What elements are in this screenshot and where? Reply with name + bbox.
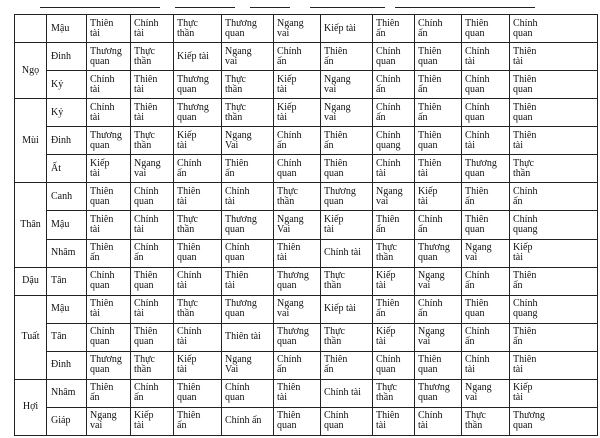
table-body [15, 15, 598, 436]
value-cell: Thiên ấn [373, 295, 415, 323]
stem-cell: Nhâm [47, 379, 87, 407]
value-cell: Thương quan [510, 407, 598, 435]
value-cell: Chính ấn [373, 99, 415, 127]
value-cell: Thiên ấn [222, 155, 274, 183]
value-cell: Chính tài [87, 99, 131, 127]
value-cell: Thương quan [174, 99, 222, 127]
value-cell: Chính tài [131, 295, 174, 323]
value-cell: Thực thần [510, 155, 598, 183]
value-cell: Thương quan [222, 295, 274, 323]
value-cell: Chính ấn [274, 43, 321, 71]
value-cell: Thương quan [87, 351, 131, 379]
value-cell: Thiên tài [373, 407, 415, 435]
value-cell: Thiên tài [510, 127, 598, 155]
value-cell: Chính quan [510, 15, 598, 43]
value-cell: Chính tài [87, 71, 131, 99]
value-cell: Chính tài [462, 43, 510, 71]
value-cell: Thực thần [373, 379, 415, 407]
value-cell: Thương quan [174, 71, 222, 99]
value-cell: Kiếp tài [415, 183, 462, 211]
value-cell: Thực thần [321, 267, 373, 295]
value-cell: Thiên ấn [174, 407, 222, 435]
value-cell: Thiên quan [274, 407, 321, 435]
stem-cell: Đinh [47, 127, 87, 155]
value-cell: Thiên ấn [373, 211, 415, 239]
value-cell: Kiếp tài [131, 407, 174, 435]
value-cell: Thương quan [274, 323, 321, 351]
value-cell: Thương quan [415, 239, 462, 267]
value-cell: Chính tài [131, 211, 174, 239]
table-row [15, 267, 598, 295]
value-cell: Ngang vai [462, 379, 510, 407]
value-cell: Ngang vai [222, 43, 274, 71]
value-cell: Chính tài [174, 323, 222, 351]
clipped-top-text-line [0, 0, 600, 14]
value-cell: Thiên ấn [510, 323, 598, 351]
value-cell: Chính quan [373, 351, 415, 379]
value-cell: Kiếp tài [321, 15, 373, 43]
stem-cell: Ất [47, 155, 87, 183]
table-row [15, 295, 598, 323]
value-cell: Chính tài [222, 183, 274, 211]
clipped-text-fragment [40, 0, 160, 8]
stem-cell: Mậu [47, 295, 87, 323]
table-row [15, 379, 598, 407]
value-cell: Thiên ấn [87, 379, 131, 407]
value-cell: Chính ấn [415, 15, 462, 43]
value-cell: Chính tài [321, 239, 373, 267]
value-cell: Thiên ấn [321, 351, 373, 379]
value-cell: Chính quan [373, 43, 415, 71]
branch-cell: Dậu [15, 267, 47, 295]
value-cell: Thiên ấn [87, 239, 131, 267]
value-cell: Kiếp tài [274, 71, 321, 99]
value-cell: Thực thần [373, 239, 415, 267]
value-cell: Thiên tài [274, 239, 321, 267]
value-cell: Thiên tài [174, 183, 222, 211]
value-cell: Chính quan [222, 239, 274, 267]
branch-cell: Thân [15, 183, 47, 267]
value-cell: Chính quan [462, 99, 510, 127]
value-cell: Kiếp tài [87, 155, 131, 183]
stem-cell: Giáp [47, 407, 87, 435]
value-cell: Chính quan [87, 323, 131, 351]
value-cell: Kiếp tài [373, 323, 415, 351]
value-cell: Thực thần [174, 15, 222, 43]
value-cell: Thiên tài [274, 379, 321, 407]
value-cell: Thiên ấn [510, 267, 598, 295]
value-cell: Thương quan [222, 15, 274, 43]
table-row [15, 155, 598, 183]
value-cell: Ngang vai [87, 407, 131, 435]
clipped-text-fragment [310, 0, 385, 8]
value-cell: Thiên quan [174, 239, 222, 267]
branch-cell: Ngọ [15, 43, 47, 99]
value-cell: Chính tài [321, 379, 373, 407]
value-cell: Thiên quan [131, 323, 174, 351]
value-cell: Thực thần [222, 71, 274, 99]
value-cell: Chính ấn [274, 351, 321, 379]
value-cell: Ngang Vai [222, 351, 274, 379]
stem-cell: Đinh [47, 43, 87, 71]
value-cell: Thương quan [87, 43, 131, 71]
value-cell: Chính tài [131, 15, 174, 43]
value-cell: Thiên quan [415, 351, 462, 379]
table-row [15, 99, 598, 127]
value-cell: Chính quan [462, 71, 510, 99]
branch-cell [15, 15, 47, 43]
value-cell: Ngang vai [415, 323, 462, 351]
value-cell: Thiên ấn [415, 71, 462, 99]
value-cell: Ngang vai [415, 267, 462, 295]
value-cell: Thiên ấn [415, 99, 462, 127]
value-cell: Chính quang [510, 295, 598, 323]
value-cell: Kiếp tài [174, 127, 222, 155]
value-cell: Thực thần [462, 407, 510, 435]
stem-cell: Tân [47, 323, 87, 351]
value-cell: Thực thần [174, 211, 222, 239]
value-cell: Ngang vai [321, 71, 373, 99]
stem-cell: Mậu [47, 15, 87, 43]
value-cell: Thiên quan [131, 267, 174, 295]
value-cell: Chính tài [462, 127, 510, 155]
value-cell: Kiếp tài [510, 379, 598, 407]
value-cell: Kiếp tài [321, 211, 373, 239]
stem-cell: Mậu [47, 211, 87, 239]
value-cell: Thiên ấn [373, 15, 415, 43]
clipped-text-fragment [175, 0, 235, 8]
value-cell: Chính quan [131, 183, 174, 211]
value-cell: Kiếp tài [174, 351, 222, 379]
value-cell: Thiên tài [415, 155, 462, 183]
value-cell: Ngang vai [373, 183, 415, 211]
value-cell: Chính tài [462, 351, 510, 379]
value-cell: Thiên ấn [321, 43, 373, 71]
value-cell: Thiên ấn [321, 127, 373, 155]
value-cell: Chính ấn [222, 407, 274, 435]
value-cell: Thực thần [131, 351, 174, 379]
value-cell: Thiên tài [222, 267, 274, 295]
value-cell: Ngang vai [462, 239, 510, 267]
value-cell: Thiên quan [462, 295, 510, 323]
value-cell: Kiếp tài [274, 99, 321, 127]
value-cell: Thực thần [222, 99, 274, 127]
table-row [15, 323, 598, 351]
value-cell: Chính ấn [415, 295, 462, 323]
value-cell: Thiên quan [462, 15, 510, 43]
value-cell: Thương quan [222, 211, 274, 239]
value-cell: Chính quang [373, 127, 415, 155]
table-row [15, 43, 598, 71]
value-cell: Thiên ấn [462, 183, 510, 211]
stem-cell: Đinh [47, 351, 87, 379]
value-cell: Chính ấn [415, 211, 462, 239]
value-cell: Kiếp tài [373, 267, 415, 295]
value-cell: Chính ấn [131, 379, 174, 407]
value-cell: Thiên tài [510, 351, 598, 379]
value-cell: Thiên tài [131, 71, 174, 99]
value-cell: Thực thần [174, 295, 222, 323]
value-cell: Chính quang [510, 211, 598, 239]
table-row [15, 407, 598, 435]
value-cell: Chính ấn [131, 239, 174, 267]
value-cell: Chính tài [415, 407, 462, 435]
value-cell: Thương quan [415, 379, 462, 407]
value-cell: Kiếp tài [321, 295, 373, 323]
stem-cell: Kỷ [47, 71, 87, 99]
table-row [15, 211, 598, 239]
value-cell: Ngang Vai [274, 211, 321, 239]
table-row [15, 127, 598, 155]
branch-cell: Hợi [15, 379, 47, 435]
value-cell: Thiên quan [87, 183, 131, 211]
value-cell: Thực thần [131, 43, 174, 71]
value-cell: Thương quan [87, 127, 131, 155]
value-cell: Chính ấn [174, 155, 222, 183]
value-cell: Ngang vai [321, 99, 373, 127]
table-row [15, 183, 598, 211]
value-cell: Chính ấn [462, 267, 510, 295]
value-cell: Thiên quan [510, 99, 598, 127]
value-cell: Thực thần [274, 183, 321, 211]
branch-cell: Tuất [15, 295, 47, 379]
stem-cell: Kỷ [47, 99, 87, 127]
value-cell: Thiên quan [321, 155, 373, 183]
value-cell: Ngang Vai [222, 127, 274, 155]
table-row [15, 15, 598, 43]
value-cell: Chính ấn [510, 183, 598, 211]
value-cell: Thiên quan [510, 71, 598, 99]
table-row [15, 351, 598, 379]
value-cell: Ngang vai [274, 15, 321, 43]
branch-cell: Mùi [15, 99, 47, 183]
value-cell: Thiên tài [87, 295, 131, 323]
value-cell: Thiên quan [415, 43, 462, 71]
table-row [15, 71, 598, 99]
value-cell: Thực thần [321, 323, 373, 351]
ten-gods-table [14, 14, 598, 436]
stem-cell: Nhâm [47, 239, 87, 267]
value-cell: Kiếp tài [510, 239, 598, 267]
value-cell: Chính tài [373, 155, 415, 183]
table-row [15, 239, 598, 267]
value-cell: Thiên tài [87, 15, 131, 43]
value-cell: Thực thần [131, 127, 174, 155]
clipped-text-fragment [250, 0, 290, 8]
value-cell: Thiên tài [222, 323, 274, 351]
value-cell: Ngang vai [274, 295, 321, 323]
value-cell: Chính ấn [373, 71, 415, 99]
value-cell: Thiên tài [87, 211, 131, 239]
value-cell: Thiên quan [415, 127, 462, 155]
value-cell: Thiên quan [174, 379, 222, 407]
value-cell: Thiên quan [462, 211, 510, 239]
clipped-text-fragment [395, 0, 535, 8]
value-cell: Chính ấn [274, 127, 321, 155]
value-cell: Thương quan [321, 183, 373, 211]
value-cell: Chính quan [222, 379, 274, 407]
stem-cell: Tân [47, 267, 87, 295]
value-cell: Chính tài [174, 267, 222, 295]
value-cell: Chính quan [87, 267, 131, 295]
value-cell: Chính ấn [462, 323, 510, 351]
value-cell: Thiên tài [131, 99, 174, 127]
value-cell: Kiếp tài [174, 43, 222, 71]
value-cell: Thương quan [274, 267, 321, 295]
value-cell: Chính quan [321, 407, 373, 435]
value-cell: Ngang vai [131, 155, 174, 183]
value-cell: Thiên tài [510, 43, 598, 71]
value-cell: Thương quan [462, 155, 510, 183]
value-cell: Chính quan [274, 155, 321, 183]
stem-cell: Canh [47, 183, 87, 211]
